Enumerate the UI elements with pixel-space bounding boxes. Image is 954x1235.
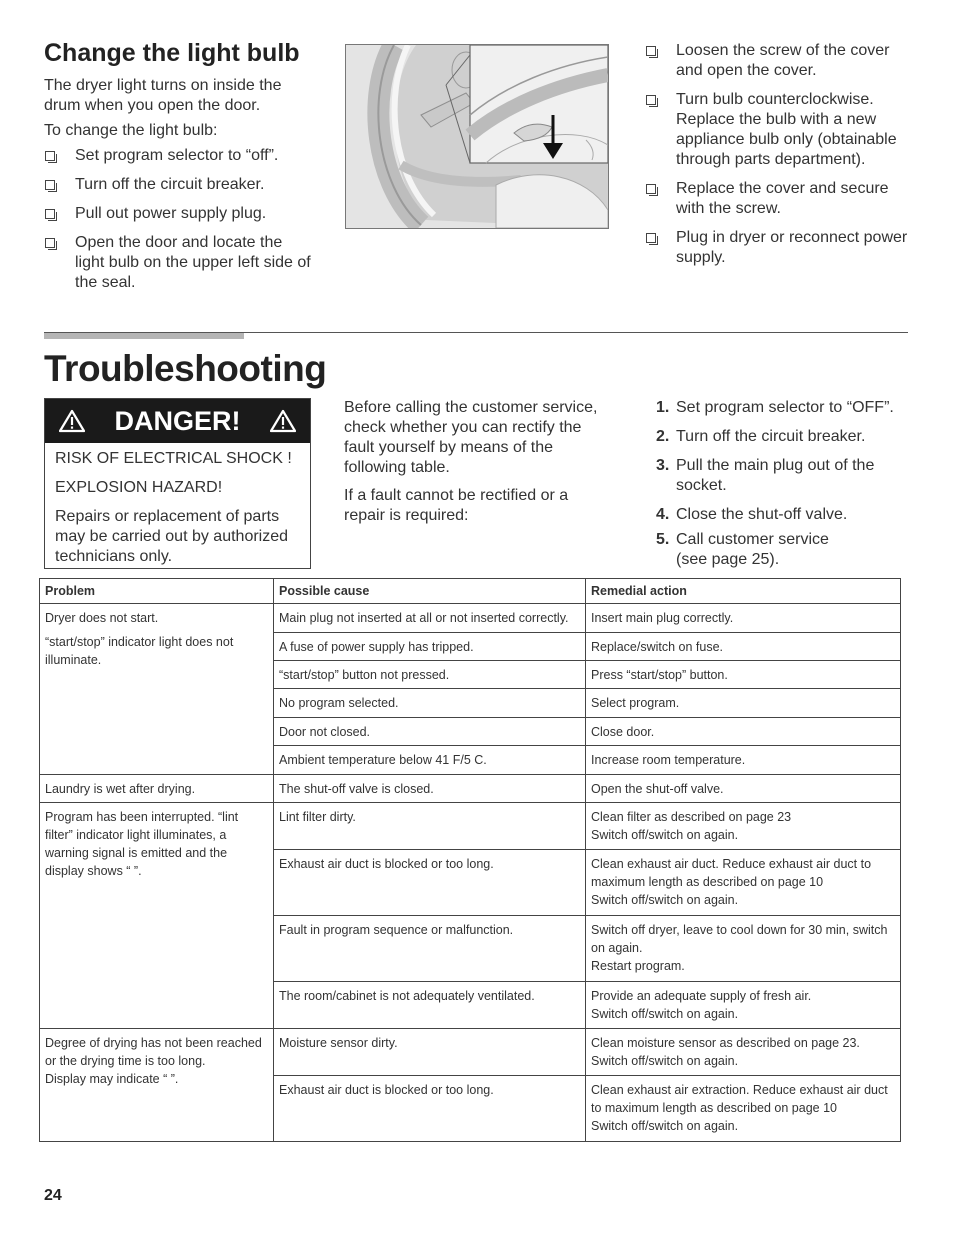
troubleshooting-table [39, 578, 901, 1142]
cause-cell: No program selected. [274, 689, 586, 718]
troubleshooting-intro [344, 398, 614, 526]
table-header-row [40, 579, 901, 604]
action-cell: Provide an adequate supply of fresh air. Switch off/switch on again. [586, 982, 901, 1029]
table-row [40, 775, 901, 803]
troubleshooting-steps-section [656, 398, 916, 579]
troubleshooting-title: Troubleshooting [44, 348, 327, 389]
checkbox-icon [45, 151, 55, 161]
list-item: Turn off the circuit breaker. [44, 175, 314, 195]
table-row [40, 604, 901, 633]
warning-triangle-icon [59, 409, 85, 433]
header-problem: Problem [40, 579, 274, 604]
light-bulb-right-steps-section [645, 41, 915, 268]
checkbox-icon [646, 184, 656, 194]
cause-cell: Lint filter dirty. [274, 803, 586, 850]
table-row [40, 1029, 901, 1076]
cause-cell: A fuse of power supply has tripped. [274, 633, 586, 661]
checkbox-icon [45, 238, 55, 248]
problem-cell: Laundry is wet after drying. [40, 775, 274, 803]
light-bulb-intro: The dryer light turns on inside the drum when you open the door. [44, 76, 282, 114]
checkbox-icon [646, 233, 656, 243]
danger-body [45, 443, 310, 567]
action-cell: Open the shut-off valve. [586, 775, 901, 803]
list-item: Replace the cover and secure with the screw. [645, 179, 915, 219]
table-row [40, 803, 901, 850]
danger-line-explosion: EXPLOSION HAZARD! [55, 479, 223, 496]
action-cell: Press “start/stop” button. [586, 661, 901, 689]
list-item: 3. Pull the main plug out of the socket. [656, 457, 875, 494]
checkbox-icon [45, 180, 55, 190]
before-calling-text: Before calling the customer service, check whether you can rectify the fault yourself by means of the following table. [344, 399, 598, 476]
list-item: Set program selector to “off”. [44, 146, 314, 166]
action-cell: Close door. [586, 718, 901, 746]
list-item: 5. Call customer service (see page 25). [656, 531, 829, 568]
danger-line-shock: RISK OF ELECTRICAL SHOCK ! [55, 450, 292, 467]
light-bulb-right-steps [645, 41, 915, 268]
cause-cell: Fault in program sequence or malfunction. [274, 916, 586, 982]
troubleshooting-steps [656, 398, 916, 570]
list-item: Turn bulb counterclockwise. Replace the bulb with a new appliance bulb only (obtainable through parts department). [645, 90, 915, 170]
cause-cell: Exhaust air duct is blocked or too long. [274, 850, 586, 916]
action-cell: Switch off dryer, leave to cool down for 30 min, switch on again. Restart program. [586, 916, 901, 982]
danger-line-repairs: Repairs or replacement of parts may be carried out by authorized technicians only. [55, 508, 289, 565]
list-item: Pull out power supply plug. [44, 204, 314, 224]
cause-cell: Exhaust air duct is blocked or too long. [274, 1076, 586, 1142]
list-item: Open the door and locate the light bulb on the upper left side of the seal. [44, 233, 314, 293]
cause-cell: Ambient temperature below 41 F/5 C. [274, 746, 586, 775]
action-cell: Increase room temperature. [586, 746, 901, 775]
cause-cell: Main plug not inserted at all or not inserted correctly. [274, 604, 586, 633]
action-cell: Insert main plug correctly. [586, 604, 901, 633]
action-cell: Replace/switch on fuse. [586, 633, 901, 661]
list-item: Plug in dryer or reconnect power supply. [645, 228, 915, 268]
action-cell: Clean exhaust air extraction. Reduce exhaust air duct to maximum length as described on page 10 Switch off/switch on again. [586, 1076, 901, 1142]
light-bulb-intro-2: To change the light bulb: [44, 121, 218, 139]
action-cell: Clean moisture sensor as described on page 23. Switch off/switch on again. [586, 1029, 901, 1076]
list-item: 2. Turn off the circuit breaker. [656, 428, 866, 445]
cause-cell: “start/stop” button not pressed. [274, 661, 586, 689]
light-bulb-left-steps [44, 146, 314, 293]
action-cell: Clean filter as described on page 23 Switch off/switch on again. [586, 803, 901, 850]
cause-cell: The shut-off valve is closed. [274, 775, 586, 803]
action-cell: Select program. [586, 689, 901, 718]
problem-cell: Degree of drying has not been reached or the drying time is too long. Display may indicate “ ”. [40, 1029, 274, 1142]
light-bulb-title: Change the light bulb [44, 39, 300, 67]
checkbox-icon [45, 209, 55, 219]
danger-title: DANGER! [114, 405, 241, 436]
list-item: 4. Close the shut-off valve. [656, 506, 848, 523]
section-divider-accent [44, 333, 244, 339]
list-item: Loosen the screw of the cover and open the cover. [645, 41, 915, 81]
dryer-door-seal-image [346, 45, 608, 228]
cause-cell: The room/cabinet is not adequately ventilated. [274, 982, 586, 1029]
light-bulb-section [44, 40, 314, 293]
light-bulb-illustration [345, 44, 609, 229]
danger-header [45, 399, 310, 443]
warning-triangle-icon [270, 409, 296, 433]
if-fault-text: If a fault cannot be rectified or a repair is required: [344, 487, 569, 524]
cause-cell: Door not closed. [274, 718, 586, 746]
action-cell: Clean exhaust air duct. Reduce exhaust air duct to maximum length as described on page 10 Switch off/switch on again. [586, 850, 901, 916]
problem-cell: Program has been interrupted. “lint filter” indicator light illuminates, a warning signal is emitted and the display shows “ ”. [40, 803, 274, 1029]
danger-box [44, 398, 311, 569]
cause-cell: Moisture sensor dirty. [274, 1029, 586, 1076]
checkbox-icon [646, 46, 656, 56]
page-number: 24 [44, 1187, 62, 1204]
list-item: 1. Set program selector to “OFF”. [656, 399, 894, 416]
checkbox-icon [646, 95, 656, 105]
problem-cell: Dryer does not start. “start/stop” indicator light does not illuminate. [40, 604, 274, 775]
header-remedial-action: Remedial action [586, 579, 901, 604]
header-possible-cause: Possible cause [274, 579, 586, 604]
